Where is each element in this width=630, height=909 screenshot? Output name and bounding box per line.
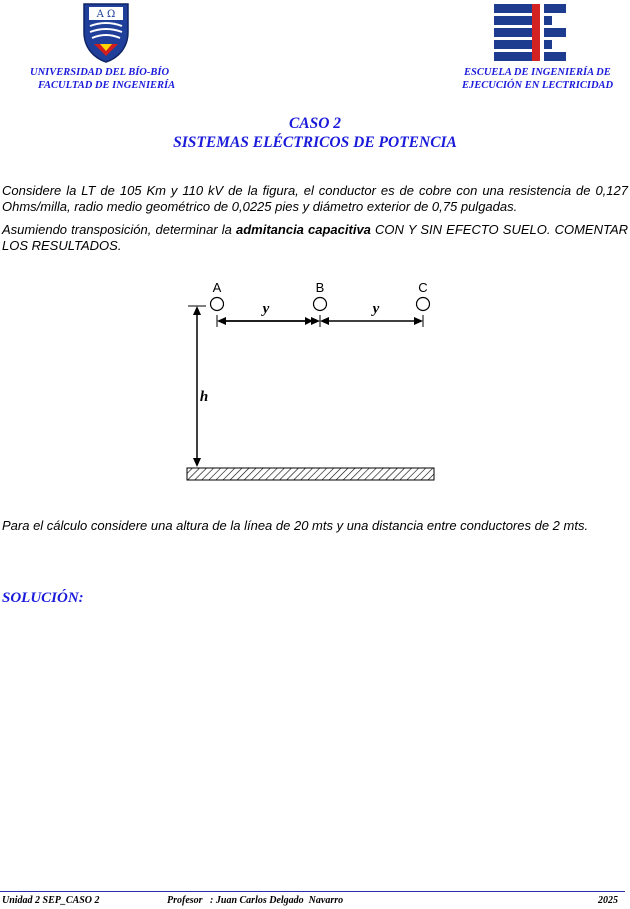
school-header — [440, 66, 625, 92]
university-header — [30, 66, 210, 92]
calculation-conditions: Para el cálculo considere una altura de la línea de 20 mts y una distancia entre conductores de 2 mts. — [2, 518, 589, 533]
spacing-label-ab: y — [262, 301, 270, 317]
school-name-line1: ESCUELA DE INGENIERÍA DE — [464, 67, 611, 78]
instruction-text: Asumiendo transposición, determinar la — [2, 222, 236, 237]
footer-divider — [0, 891, 625, 892]
conductor-b — [314, 298, 327, 311]
spacing-label-bc: y — [372, 301, 380, 317]
ground-hatch — [187, 468, 434, 480]
conductor-c — [417, 298, 430, 311]
university-name: UNIVERSIDAD DEL BÍO-BÍO — [30, 67, 170, 78]
svg-text:A Ω: A Ω — [96, 9, 116, 20]
conductor-a — [211, 298, 224, 311]
line-geometry-figure — [180, 275, 440, 485]
conductor-b-label: B — [315, 280, 325, 295]
university-logo — [80, 2, 132, 64]
solution-heading: SOLUCIÓN: — [2, 590, 84, 606]
instruction-text-end: CON Y SIN EFECTO SUELO. COMENTAR LOS RESULTADOS. — [2, 222, 629, 253]
problem-statement: Considere la LT de 105 Km y 110 kV de la figura, el conductor es de cobre con una resistencia de 0,127 Ohms/milla, radio medio geométrico de 0,0225 pies y diámetro exterior de 0,75 pulgadas. — [2, 183, 628, 214]
conductor-c-label: C — [418, 280, 428, 295]
course-title: SISTEMAS ELÉCTRICOS DE POTENCIA — [173, 134, 457, 151]
instruction-highlight: admitancia capacitiva — [236, 222, 371, 237]
problem-instruction — [2, 222, 628, 253]
conductor-a-label: A — [212, 280, 222, 295]
footer-professor: Profesor : Juan Carlos Delgado Navarro — [167, 895, 344, 906]
school-logo — [494, 4, 568, 64]
footer-year: 2025 — [598, 895, 618, 906]
height-label: h — [199, 389, 209, 405]
case-title: CASO 2 — [288, 115, 342, 132]
faculty-name: FACULTAD DE INGENIERÍA — [38, 80, 176, 91]
school-name-line2: EJECUCIÓN EN LECTRICIDAD — [462, 80, 614, 91]
footer-unit: Unidad 2 SEP_CASO 2 — [2, 895, 100, 906]
